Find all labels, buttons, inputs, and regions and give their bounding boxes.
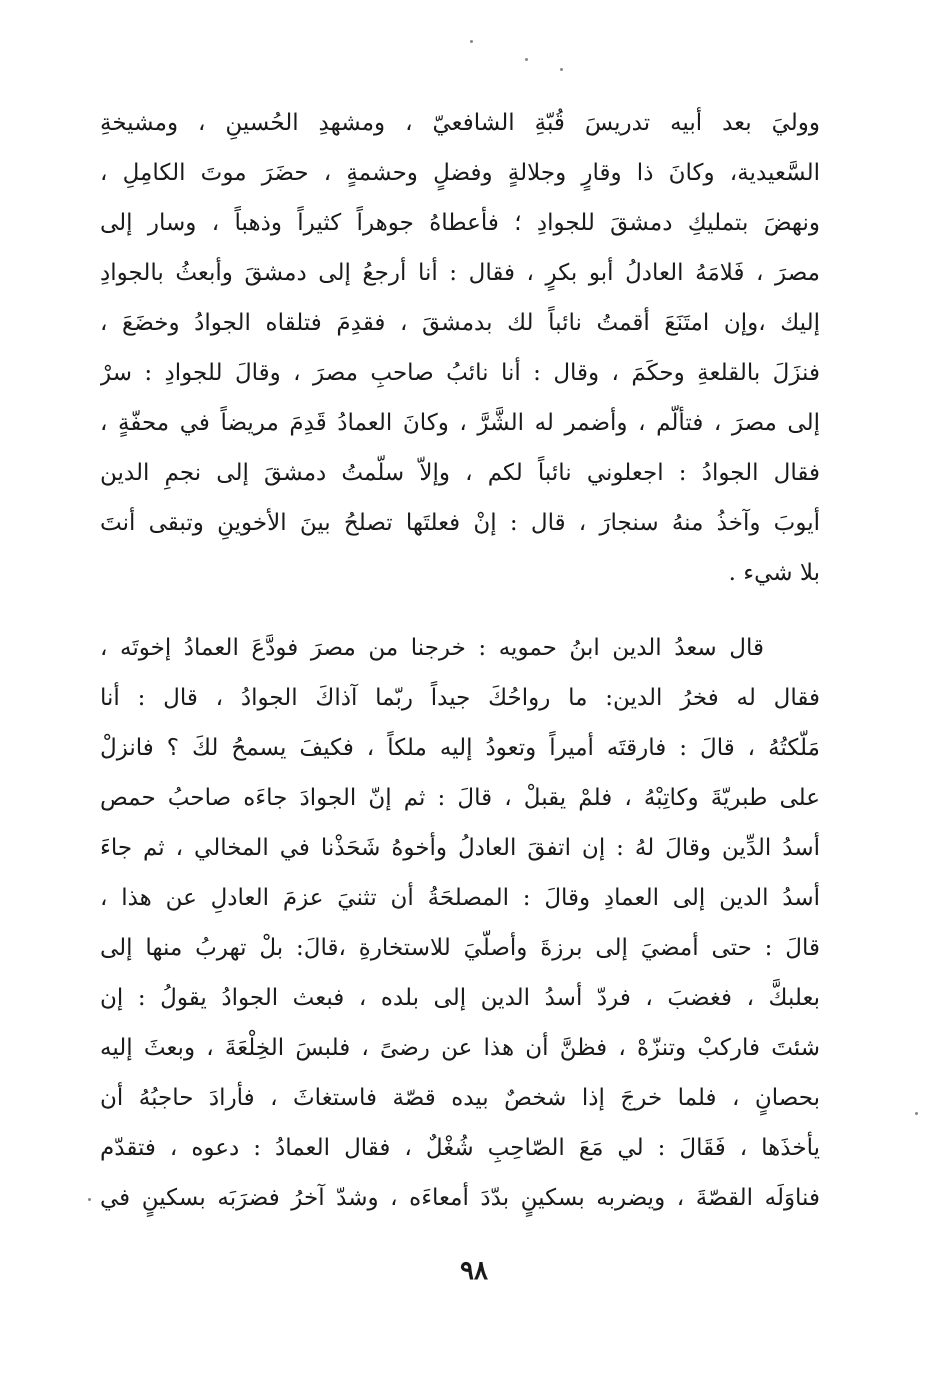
text-line: إلى مصرَ ، فتألّم ، وأضمر له الشَّرَّ ، وكانَ العمادُ قَدِمَ مريضاً في محفّةٍ ، — [100, 410, 820, 436]
text-line: يأخذَها ، فَقَالَ : لي مَعَ الصّاحِبِ شُغْلٌ ، فقال العمادُ : دعوه ، فتقدّم — [100, 1135, 820, 1161]
text-line: بحصانٍ ، فلما خرجَ إذا شخصٌ بيده قصّة فاستغاثَ ، فأرادَ حاجبُهُ أن — [100, 1085, 820, 1111]
scan-speck — [525, 58, 528, 61]
text-line: فقال له فخرُ الدين: ما رواحُكَ جيداً ربّما آذاكَ الجوادُ ، قال : أنا — [100, 685, 820, 711]
text-line: ونهضَ بتمليكِ دمشقَ للجوادِ ؛ فأعطاهُ جوهراً كثيراً وذهباً ، وسار إلى — [100, 210, 820, 236]
text-line: شئتَ فاركبْ وتنزّهْ ، فظنَّ أن هذا عن رضىً ، فلبسَ الخِلْعَةَ ، وبعثَ إليه — [100, 1035, 820, 1061]
text-line: فناوَلَه القصّةَ ، ويضربه بسكينٍ بدّدَ أمعاءَه ، وشدّ آخرُ فضرَبَه بسكينٍ في — [100, 1185, 820, 1211]
text-line: فنزَلَ بالقلعةِ وحكَمَ ، وقال : أنا نائبُ صاحبِ مصرَ ، وقالَ للجوادِ : سرْ — [100, 360, 820, 386]
text-line: قالَ : حتى أمضيَ إلى برزةَ وأصلّيَ للاستخارةِ ،قالَ: بلْ تهربُ منها إلى — [100, 935, 820, 961]
text-line: ووليَ بعد أبيه تدريسَ قُبّةِ الشافعيّ ، ومشهدِ الحُسينِ ، ومشيخةِ — [100, 110, 820, 136]
text-line: أسدُ الدِّين وقالَ لهُ : إن اتفقَ العادلُ وأخوهُ شَحَذْنا في المخالي ، ثم جاءَ — [100, 835, 820, 861]
text-line: السَّعيدية، وكانَ ذا وقارٍ وجلالةٍ وفضلٍ وحشمةٍ ، حضَرَ موتَ الكامِلِ ، — [100, 160, 820, 186]
text-line: بعلبكَّ ، فغضبَ ، فردّ أسدُ الدين إلى بلده ، فبعث الجوادُ يقولُ : إن — [100, 985, 820, 1011]
text-line: أسدُ الدين إلى العمادِ وقالَ : المصلحَةُ أن تثنيَ عزمَ العادلِ عن هذا ، — [100, 885, 820, 911]
text-line: على طبريّةَ وكاتِبْهُ ، فلمْ يقبلْ ، قالَ : ثم إنّ الجوادَ جاءَه صاحبُ حمص — [100, 785, 820, 811]
text-line: مصرَ ، فَلامَهُ العادلُ أبو بكرٍ ، فقال : أنا أرجعُ إلى دمشقَ وأبعثُ بالجوادِ — [100, 260, 820, 286]
text-line: مَلّكتُهُ ، قالَ : فارقتَه أميراً وتعودُ إليه ملكاً ، فكيفَ يسمحُ لكَ ؟ فانزلْ — [100, 735, 820, 761]
text-line: إليك ،وإن امتَنَعَ أقمتُ نائباً لك بدمشقَ ، فقدِمَ فتلقاه الجوادُ وخضَعَ ، — [100, 310, 820, 336]
scan-speck — [915, 1112, 918, 1115]
scan-speck — [470, 40, 473, 43]
page-number: ٩٨ — [460, 1256, 488, 1286]
scan-speck — [560, 68, 563, 71]
scan-speck — [88, 1198, 91, 1201]
text-line: فقال الجوادُ : اجعلوني نائباً لكم ، وإلاّ سلّمتُ دمشقَ إلى نجمِ الدين — [100, 460, 820, 486]
text-line: أيوبَ وآخذُ منهُ سنجارَ ، قال : إنْ فعلتَها تصلحُ بينَ الأخوينِ وتبقى أنتَ — [100, 510, 820, 536]
paragraph-2 — [100, 623, 820, 1223]
paragraph-1 — [100, 98, 820, 598]
text-line: بلا شيء . — [728, 560, 820, 586]
text-line: قال سعدُ الدين ابنُ حمويه : خرجنا من مصرَ فودَّعَ العمادُ إخوتَه ، — [100, 635, 764, 661]
